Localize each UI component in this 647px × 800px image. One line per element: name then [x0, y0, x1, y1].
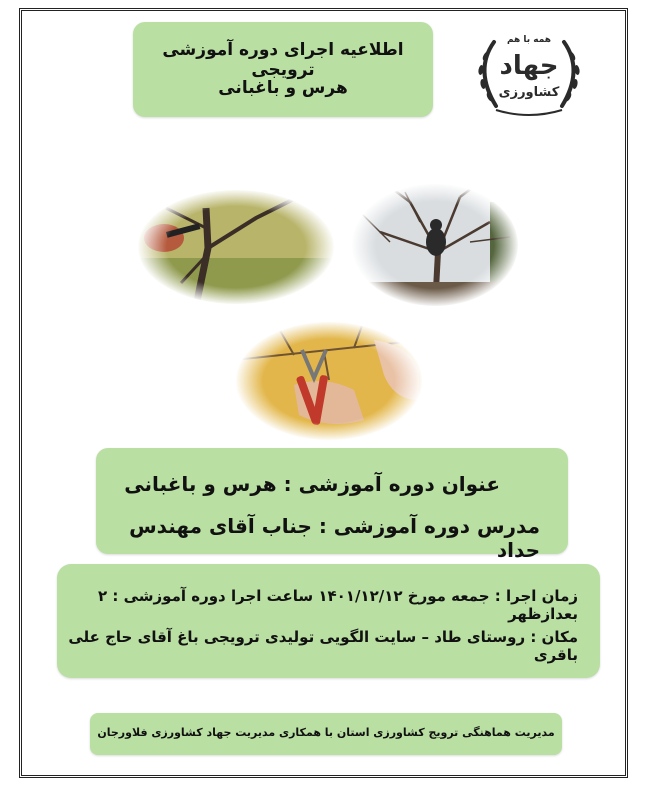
- jahad-keshavarzi-logo: [466, 20, 592, 120]
- organizer-text: مدیریت هماهنگی ترویج کشاورزی استان با همکاری مدیریت جهاد کشاورزی فلاورجان: [97, 726, 555, 739]
- course-instructor: مدرس دوره آموزشی : جناب آقای مهندس حداد: [129, 514, 540, 562]
- organizer-footer: [90, 713, 562, 755]
- logo-main-text: جهاد: [499, 51, 559, 81]
- title-line1: اطلاعیه اجرای دوره آموزشی ترویجی: [162, 40, 404, 80]
- schedule-location-box: [57, 564, 600, 678]
- logo-bottom-text: کشاورزی: [498, 85, 560, 100]
- title-line2: هرس و باغبانی: [218, 78, 348, 98]
- course-title: عنوان دوره آموزشی : هرس و باغبانی: [124, 472, 500, 496]
- location: مکان : روستای طاد – سایت الگویی تولیدی ترویجی باغ آقای حاج علی باقری: [68, 628, 578, 664]
- logo-top-text: همه با هم: [506, 35, 552, 45]
- pruning-photo-3: [234, 320, 424, 442]
- pruning-photo-2: [350, 182, 520, 308]
- pruning-photo-1: [136, 188, 336, 306]
- title-box: [133, 22, 433, 117]
- schedule-time: زمان اجرا : جمعه مورخ ۱۴۰۱/۱۲/۱۲ ساعت اجرا دوره آموزشی : ۲ بعدازظهر: [98, 587, 578, 623]
- course-info-box: [96, 448, 568, 562]
